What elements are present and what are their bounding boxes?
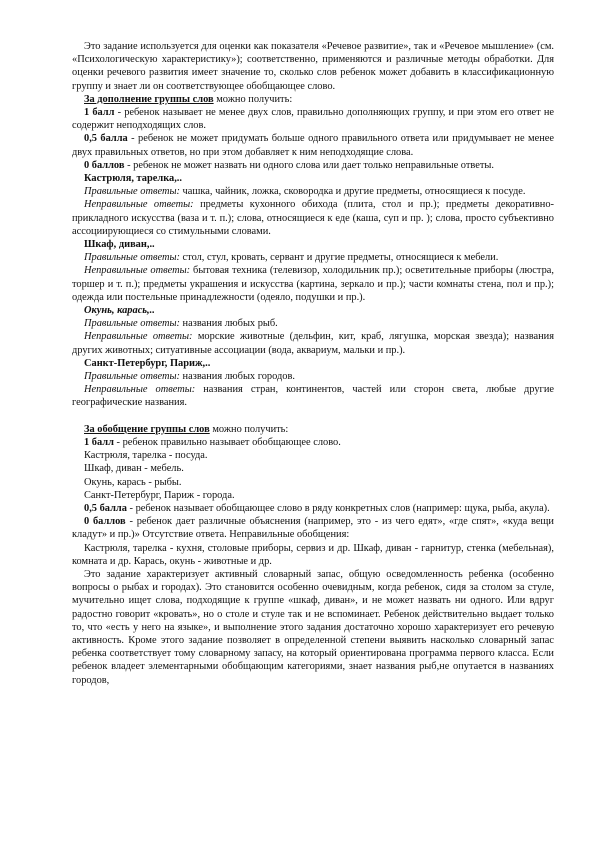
example-line: Санкт-Петербург, Париж - города.: [84, 489, 235, 501]
wrong-label: Неправильные ответы:: [84, 331, 193, 343]
group-wrong-answers: [72, 330, 554, 356]
group-right-answers: [72, 317, 554, 330]
example-line: Окунь, карась - рыбы.: [84, 476, 182, 488]
wrong-text: бытовая техника (телевизор, холодильник пр.); осветительные приборы (люстра, торшер и т. п.); предметы украшения и искусства (картина, зеркало и пр.); части комнаты стена, пол и пр.); одежда или постельные принадлежности (одеяло, подушки и пр.).: [72, 265, 554, 303]
score-label: 0 баллов: [84, 516, 126, 528]
right-label: Правильные ответы:: [84, 318, 180, 330]
section2-score0: [72, 515, 554, 541]
example-line: Кастрюля, тарелка - посуда.: [84, 450, 208, 462]
conclusion-paragraph: Это задание характеризует активный словарный запас, общую осведомленность ребенка (особенно вопросы о рыбах и городах). Это становится особенно очевидным, когда ребенок, сидя за столом за стуле, мучительно ищет слова, подходящие к группе «шкаф, диван», и не может назвать ни одного. Или вдруг радостно говорит «кровать», но о столе и стуле так и не вспоминает. Ребенок действительно выдает только то, что «есть у него на языке», и выполнение этого задания достаточно хорошо характеризует его речевую активность. Кроме этого задание позволяет в определенной степени выявить насколько словарный запас ребенка соответствует тому словарному запасу, на который ориентирована программа первого класса. Если ребенок владеет элементарными обобщающим категориями, знает названия рыб,не опутается в названиях городов,: [72, 568, 554, 686]
score-label: 0 баллов: [84, 159, 125, 171]
score-text: - ребенок не может придумать больше одного правильного ответа или придумывает не менее двух правильных ответов, но при этом добавляет к ним неподходящие слова.: [72, 133, 554, 158]
section1-score05: [72, 132, 554, 158]
section1-score0: [72, 159, 554, 172]
section2-score05: [72, 502, 554, 515]
document-page: [72, 40, 554, 687]
score-label: 1 балл: [84, 436, 114, 448]
wrong-generalizations: Кастрюля, тарелка - кухня, столовые приборы, сервиз и др. Шкаф, диван - гарнитур, стенка (мебельная), комната и др. Карась, окунь - животные и др.: [72, 542, 554, 567]
section2-heading: [72, 423, 554, 436]
score-text: - ребенок правильно называет обобщающее слово.: [113, 436, 341, 448]
section1-score1: [72, 106, 554, 132]
right-text: стол, стул, кровать, сервант и другие предметы, относящиеся к мебели.: [179, 252, 499, 264]
group-right-answers: [72, 185, 554, 198]
group-wrong-answers: [72, 383, 554, 409]
score-text: - ребенок называет обобщающее слово в ряду конкретных слов (например: щука, рыба, акула).: [126, 502, 550, 514]
group-title: Санкт-Петербург, Париж,..: [84, 357, 211, 369]
section1-heading: [72, 93, 554, 106]
group-wrong-answers: [72, 198, 554, 238]
group-title: Кастрюля, тарелка,..: [84, 173, 183, 185]
wrong-label: Неправильные ответы:: [84, 384, 196, 396]
score-label: 0,5 балла: [84, 502, 127, 514]
wrong-text: названия стран, континентов, частей или сторон света, любые другие географические названия.: [72, 384, 554, 409]
group-right-answers: [72, 370, 554, 383]
group-title: Шкаф, диван,..: [84, 239, 155, 251]
right-label: Правильные ответы:: [84, 186, 180, 198]
section2-heading-bold: За обобщение группы слов: [84, 423, 210, 435]
group-title: Окунь, карась,..: [84, 305, 155, 317]
right-text: названия любых городов.: [179, 371, 295, 383]
group-right-answers: [72, 251, 554, 264]
score-text: - ребенок называет не менее двух слов, правильно дополняющих группу, и при этом его ответ не содержит неподходящих слов.: [72, 107, 554, 132]
section2-score1: [72, 436, 554, 449]
score-text: - ребенок дает различные объяснения (например, это - из чего едят», «где спят», «куда вещи кладут» и пр.)» Отсутствие ответа. Неправильные обобщения:: [72, 516, 554, 541]
score-label: 1 балл: [84, 107, 115, 119]
score-text: - ребенок не может назвать ни одного слова или дает только неправильные ответы.: [124, 159, 494, 171]
right-text: названия любых рыб.: [179, 318, 278, 330]
right-label: Правильные ответы:: [84, 371, 180, 383]
right-label: Правильные ответы:: [84, 252, 180, 264]
example-line: Шкаф, диван - мебель.: [84, 463, 184, 475]
spacer: [72, 410, 554, 423]
section2-heading-rest: можно получить:: [209, 423, 289, 435]
wrong-label: Неправильные ответы:: [84, 199, 194, 211]
section1-heading-rest: можно получить:: [213, 93, 293, 105]
wrong-text: предметы кухонного обихода (плита, стол и пр.); предметы декоративно-прикладного искусства (ваза и т. п.); слова, относящиеся к еде (каша, суп и пр. ); слова, просто субъективно ассоциирующиеся со стимульными словами.: [72, 199, 554, 237]
group-wrong-answers: [72, 264, 554, 304]
section1-heading-bold: За дополнение группы слов: [84, 93, 214, 105]
wrong-text: морские животные (дельфин, кит, краб, лягушка, морская звезда); названия других животных; ситуативные ассоциации (вода, аквариум, мальки и пр.).: [72, 331, 554, 356]
wrong-label: Неправильные ответы:: [84, 265, 191, 277]
intro-paragraph: Это задание используется для оценки как показателя «Речевое развитие», так и «Речевое мышление» (см. «Психологическую характеристику»); соответственно, применяются и различные методы обработки. Для оценки речевого развития имеет значение то, сколько слов ребенок может добавить в классификационную группу и знает ли он соответствующее обобщающее слово.: [72, 41, 554, 92]
score-label: 0,5 балла: [84, 133, 128, 145]
right-text: чашка, чайник, ложка, сковородка и другие предметы, относящиеся к посуде.: [179, 186, 526, 198]
